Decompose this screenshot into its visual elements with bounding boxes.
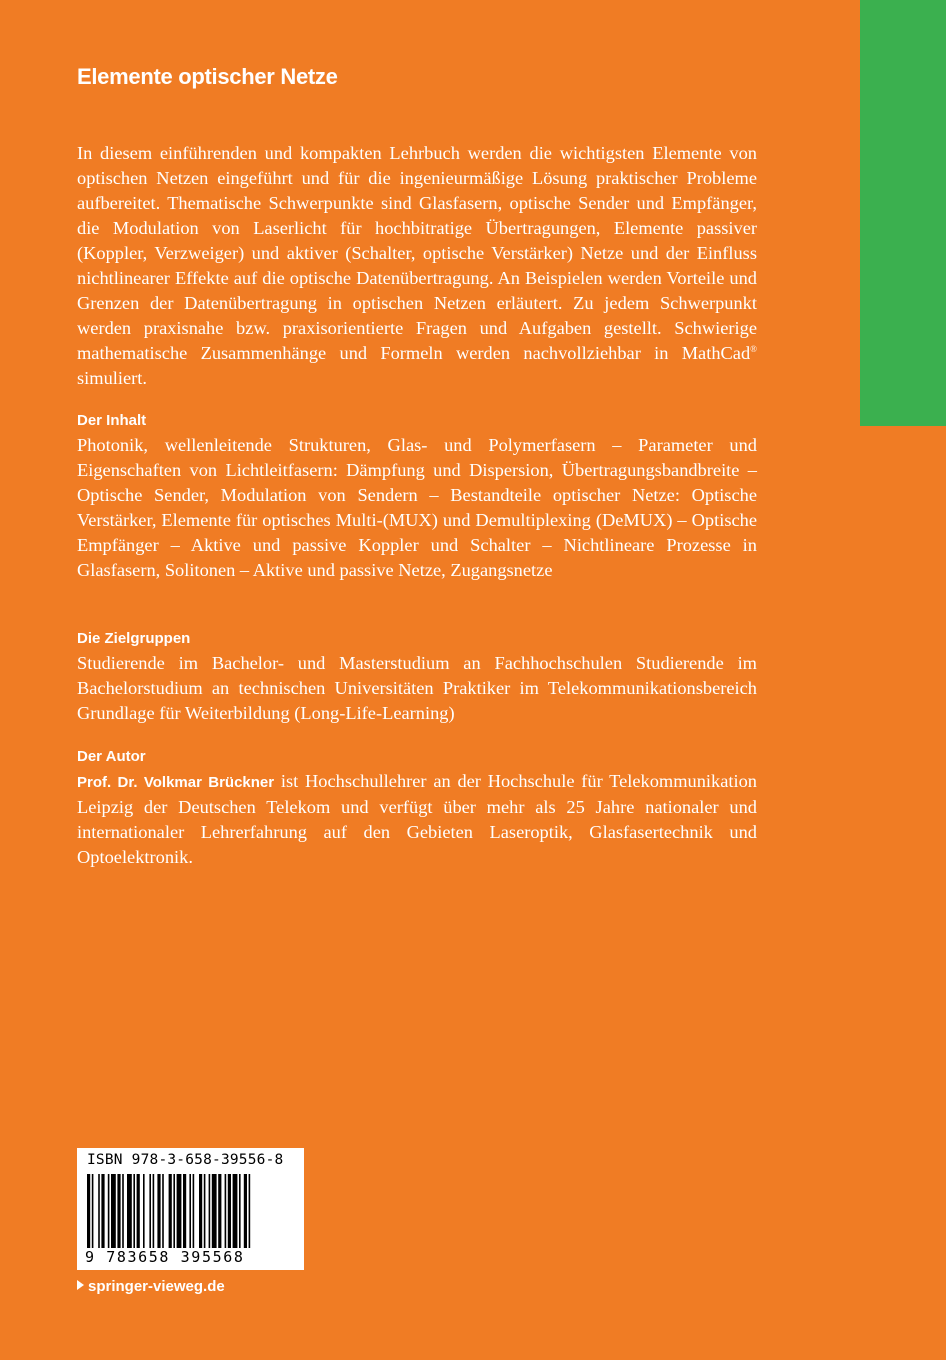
green-accent-bar bbox=[860, 0, 946, 426]
barcode-bar bbox=[225, 1174, 227, 1248]
barcode-bar bbox=[173, 1174, 175, 1248]
barcode-bar bbox=[183, 1174, 186, 1248]
publisher-url: springer-vieweg.de bbox=[88, 1278, 225, 1295]
section-text-zielgruppen: Studierende im Bachelor- und Masterstudium an Fachhochschulen Studierende im Bachelorstudium an technischen Universitäten Praktiker im Telekommunikationsbereich Grundlage für Weiterbildung (Long-Life-Learning) bbox=[77, 653, 757, 723]
barcode-bar bbox=[189, 1174, 191, 1248]
barcode-bar bbox=[137, 1174, 140, 1248]
publisher-link[interactable] bbox=[77, 1278, 225, 1295]
barcode-bar bbox=[127, 1174, 132, 1248]
section-text-autor bbox=[77, 769, 757, 870]
barcode-bar bbox=[249, 1174, 251, 1248]
barcode-bar bbox=[143, 1174, 145, 1248]
barcode-bar bbox=[244, 1174, 247, 1248]
intro-text: In diesem einführenden und kompakten Lehrbuch werden die wichtigsten Elemente von optischen Netzen eingeführt und für die ingenieurmäßige Lösung praktischer Probleme aufbereitet. Thematische Schwerpunkte sind Glasfasern, optische Sender und Empfänger, die Modulation von Laserlicht für hochbitratige Übertragungen, Elemente passiver (Koppler, Verzweiger) und aktiver (Schalter, optische Verstärker) Netze und der Einfluss nichtlinearer Effekte auf die optische Datenübertragung. An Beispielen werden Vorteile und Grenzen der Datenübertragung in optischen Netzen erläutert. Zu jedem Schwerpunkt werden praxisnahe bzw. praxisorientierte Fragen und Aufgaben gestellt. Schwierige mathematische Zusammenhänge und Formeln werden nachvollziehbar in MathCad bbox=[77, 143, 757, 363]
section-heading-inhalt: Der Inhalt bbox=[77, 412, 147, 429]
barcode-bars bbox=[87, 1174, 292, 1248]
barcode-bar bbox=[98, 1174, 100, 1248]
barcode-bar bbox=[204, 1174, 206, 1248]
barcode-bar bbox=[199, 1174, 202, 1248]
barcode-bar bbox=[157, 1174, 160, 1248]
arrow-right-icon bbox=[77, 1280, 84, 1290]
author-bio: ist Hochschullehrer an der Hochschule für Telekommunikation Leipzig der Deutschen Telekom und verfügt über mehr als 25 Jahre nationaler und internationaler Lehrerfahrung auf den Gebieten Laseroptik, Glasfasertechnik und Optoelektronik. bbox=[77, 771, 757, 867]
barcode-bar bbox=[149, 1174, 151, 1248]
intro-text-end: simuliert. bbox=[77, 368, 147, 388]
barcode-bar bbox=[169, 1174, 172, 1248]
barcode-bar bbox=[233, 1174, 238, 1248]
barcode-bar bbox=[239, 1174, 241, 1248]
author-name: Prof. Dr. Volkmar Brückner bbox=[77, 774, 275, 791]
barcode-bar bbox=[153, 1174, 155, 1248]
barcode-bar bbox=[111, 1174, 116, 1248]
barcode-bar bbox=[193, 1174, 195, 1248]
barcode-bar bbox=[101, 1174, 104, 1248]
barcode-bar bbox=[218, 1174, 221, 1248]
book-title: Elemente optischer Netze bbox=[77, 64, 338, 89]
section-heading-autor: Der Autor bbox=[77, 748, 146, 765]
barcode-bar bbox=[87, 1174, 90, 1248]
barcode-bar bbox=[177, 1174, 182, 1248]
barcode-bar bbox=[209, 1174, 211, 1248]
barcode-bar bbox=[117, 1174, 120, 1248]
registered-mark: ® bbox=[750, 343, 757, 354]
barcode-bar bbox=[228, 1174, 231, 1248]
isbn-text: ISBN 978-3-658-39556-8 bbox=[87, 1152, 284, 1168]
barcode-bar bbox=[122, 1174, 124, 1248]
barcode-bar bbox=[92, 1174, 94, 1248]
barcode-box bbox=[77, 1148, 304, 1270]
barcode-bar bbox=[108, 1174, 110, 1248]
section-text-inhalt: Photonik, wellenleitende Strukturen, Glas- und Polymerfasern – Parameter und Eigenschaften von Lichtleitfasern: Dämpfung und Dispersion, Übertragungsbandbreite – Optische Sender, Modulation von Sendern – Bestandteile optischer Netze: Optische Verstärker, Elemente für optisches Multi-(MUX) und Demultiplexing (DeMUX) – Optische Empfänger – Aktive und passive Koppler und Schalter – Nichtlineare Prozesse in Glasfasern, Solitonen – Aktive und passive Netze, Zugangsnetze bbox=[77, 435, 757, 580]
barcode-bar bbox=[162, 1174, 164, 1248]
barcode-bar bbox=[212, 1174, 217, 1248]
barcode-bar bbox=[133, 1174, 135, 1248]
ean-digits: 9 783658 395568 bbox=[85, 1248, 245, 1266]
intro-paragraph bbox=[77, 141, 757, 391]
section-heading-zielgruppen: Die Zielgruppen bbox=[77, 630, 191, 647]
